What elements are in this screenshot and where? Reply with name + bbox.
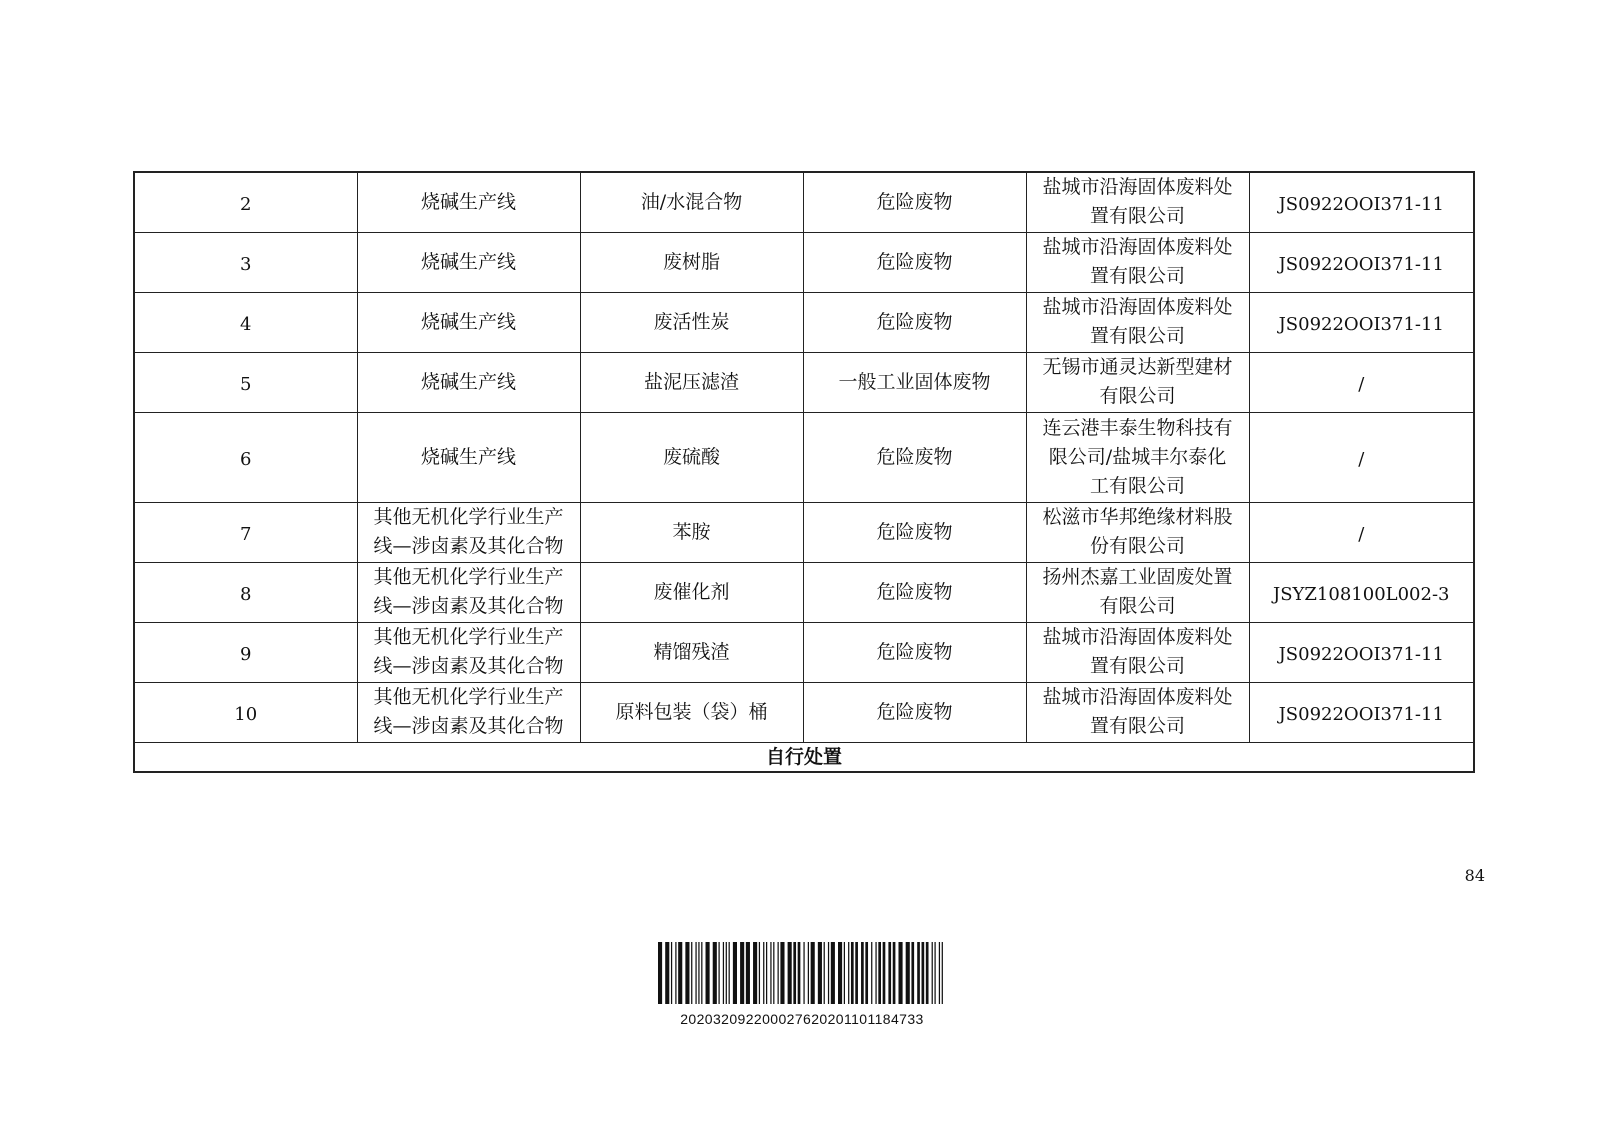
license-code-cell: / — [1249, 502, 1474, 562]
disposal-unit-cell-line: 盐城市沿海固体废料处 — [1042, 236, 1233, 258]
production-line-cell-line: 其他无机化学行业生产 — [373, 566, 564, 588]
disposal-unit-cell-line: 有限公司 — [1099, 595, 1176, 617]
disposal-unit-cell-line: 置有限公司 — [1089, 265, 1185, 287]
license-code-cell: / — [1249, 412, 1474, 502]
barcode-bar — [883, 942, 886, 1004]
disposal-unit-cell-line: 有限公司 — [1099, 385, 1176, 407]
page-number: 84 — [1464, 866, 1485, 885]
barcode-bar — [773, 942, 774, 1004]
barcode-bar — [828, 942, 829, 1004]
table-row — [134, 292, 1474, 352]
barcode-bar — [763, 942, 764, 1004]
barcode-bar — [698, 942, 699, 1004]
production-line-cell-line: 其他无机化学行业生产 — [373, 686, 564, 708]
disposal-unit-cell — [1026, 232, 1249, 292]
license-code-cell: JS0922OOI371-11 — [1249, 172, 1474, 232]
barcode-bar — [701, 942, 702, 1004]
barcode-bar — [848, 942, 849, 1004]
production-line-cell-line: 线—涉卤素及其化合物 — [373, 535, 564, 557]
barcode-bar — [770, 942, 771, 1004]
disposal-unit-cell-line: 份有限公司 — [1089, 535, 1185, 557]
waste-name-cell: 油/水混合物 — [580, 172, 803, 232]
production-line-cell-line: 其他无机化学行业生产 — [373, 626, 564, 648]
production-line-cell — [357, 682, 580, 742]
disposal-unit-cell — [1026, 412, 1249, 502]
barcode-bar — [939, 942, 940, 1004]
table-row — [134, 682, 1474, 742]
barcode-bar — [788, 942, 792, 1004]
license-code-cell: JS0922OOI371-11 — [1249, 292, 1474, 352]
barcode-bar — [713, 942, 717, 1004]
barcode-bar — [691, 942, 692, 1004]
row-number: 4 — [134, 292, 357, 352]
self-disposal-label: 自行处置 — [134, 742, 1474, 772]
disposal-unit-cell-line: 置有限公司 — [1089, 715, 1185, 737]
barcode-bar — [824, 942, 825, 1004]
production-line-cell — [357, 172, 580, 232]
table-row — [134, 502, 1474, 562]
disposal-unit-cell-line: 置有限公司 — [1089, 325, 1185, 347]
barcode-bar — [706, 942, 710, 1004]
footer-row — [134, 742, 1474, 772]
production-line-cell — [357, 562, 580, 622]
production-line-cell-line: 线—涉卤素及其化合物 — [373, 595, 564, 617]
barcode-bar — [808, 942, 809, 1004]
production-line-cell-line: 其他无机化学行业生产 — [373, 506, 564, 528]
barcode-bar — [932, 942, 933, 1004]
barcode-bar — [831, 942, 835, 1004]
barcode-bar — [803, 942, 804, 1004]
waste-name-cell: 原料包装（袋）桶 — [580, 682, 803, 742]
waste-name-cell: 废活性炭 — [580, 292, 803, 352]
barcode-bar — [917, 942, 920, 1004]
barcode-number: 202032092200027620201101184733 — [680, 1011, 924, 1027]
disposal-unit-cell-line: 盐城市沿海固体废料处 — [1042, 686, 1233, 708]
waste-name-cell: 废硫酸 — [580, 412, 803, 502]
barcode-bar — [678, 942, 682, 1004]
license-code-cell: JSYZ108100L002-3 — [1249, 562, 1474, 622]
barcode-bar — [838, 942, 842, 1004]
table-row — [134, 562, 1474, 622]
barcode-bar — [759, 942, 760, 1004]
production-line-cell — [357, 352, 580, 412]
license-code-cell: JS0922OOI371-11 — [1249, 682, 1474, 742]
barcode-bar — [893, 942, 896, 1004]
barcode-bar — [746, 942, 750, 1004]
production-line-cell — [357, 502, 580, 562]
barcode-bar — [906, 942, 910, 1004]
barcode-bar — [740, 942, 744, 1004]
license-code-cell: JS0922OOI371-11 — [1249, 622, 1474, 682]
disposal-unit-cell — [1026, 682, 1249, 742]
table-row — [134, 232, 1474, 292]
barcode-bar — [665, 942, 669, 1004]
barcode-bar — [875, 942, 876, 1004]
barcode-bar — [844, 942, 845, 1004]
disposal-unit-cell-line: 盐城市沿海固体废料处 — [1042, 626, 1233, 648]
waste-type-cell: 危险废物 — [803, 562, 1026, 622]
row-number: 2 — [134, 172, 357, 232]
barcode-bar — [718, 942, 719, 1004]
disposal-unit-cell — [1026, 292, 1249, 352]
barcode-image — [658, 942, 946, 1004]
barcode-bar — [798, 942, 801, 1004]
row-number: 10 — [134, 682, 357, 742]
barcode-bar — [818, 942, 822, 1004]
production-line-cell — [357, 292, 580, 352]
barcode-bar — [726, 942, 727, 1004]
barcode-bar — [934, 942, 935, 1004]
row-number: 7 — [134, 502, 357, 562]
waste-type-cell: 危险废物 — [803, 412, 1026, 502]
disposal-unit-cell-line: 连云港丰泰生物科技有 — [1042, 416, 1233, 439]
disposal-unit-cell — [1026, 622, 1249, 682]
waste-disposal-table — [133, 171, 1475, 773]
row-number: 6 — [134, 412, 357, 502]
barcode-bar — [780, 942, 784, 1004]
row-number: 5 — [134, 352, 357, 412]
waste-type-cell: 危险废物 — [803, 682, 1026, 742]
disposal-unit-cell — [1026, 172, 1249, 232]
waste-name-cell: 废树脂 — [580, 232, 803, 292]
barcode-bar — [675, 942, 676, 1004]
disposal-unit-cell-line: 无锡市通灵达新型建材 — [1042, 356, 1233, 378]
barcode-bar — [778, 942, 779, 1004]
barcode-bar — [671, 942, 672, 1004]
waste-name-cell: 废催化剂 — [580, 562, 803, 622]
production-line-cell-line: 烧碱生产线 — [420, 250, 516, 273]
barcode-bar — [871, 942, 872, 1004]
disposal-unit-cell — [1026, 562, 1249, 622]
disposal-unit-cell-line: 松滋市华邦绝缘材料股 — [1042, 506, 1233, 528]
barcode-bar — [855, 942, 858, 1004]
table-row — [134, 412, 1474, 502]
barcode-bar — [766, 942, 767, 1004]
production-line-cell-line: 烧碱生产线 — [420, 190, 516, 213]
row-number: 9 — [134, 622, 357, 682]
waste-name-cell: 盐泥压滤渣 — [580, 352, 803, 412]
production-line-cell-line: 线—涉卤素及其化合物 — [373, 715, 564, 737]
disposal-unit-cell-line: 置有限公司 — [1089, 205, 1185, 228]
disposal-unit-cell-line: 盐城市沿海固体废料处 — [1042, 176, 1233, 199]
production-line-cell-line: 烧碱生产线 — [420, 310, 516, 333]
barcode-bar — [911, 942, 914, 1004]
barcode-bar — [861, 942, 864, 1004]
disposal-unit-cell — [1026, 352, 1249, 412]
barcode-bar — [926, 942, 929, 1004]
license-code-cell: JS0922OOI371-11 — [1249, 232, 1474, 292]
barcode-bar — [685, 942, 689, 1004]
barcode-bar — [733, 942, 737, 1004]
table-row — [134, 352, 1474, 412]
waste-type-cell: 危险废物 — [803, 232, 1026, 292]
waste-type-cell: 危险废物 — [803, 622, 1026, 682]
table-row — [134, 622, 1474, 682]
disposal-unit-cell-line: 盐城市沿海固体废料处 — [1042, 296, 1233, 318]
barcode-bar — [878, 942, 881, 1004]
table-body — [134, 172, 1474, 742]
production-line-cell-line: 烧碱生产线 — [420, 370, 516, 393]
disposal-unit-cell-line: 置有限公司 — [1089, 655, 1185, 677]
barcode-bar — [942, 942, 943, 1004]
table-row — [134, 172, 1474, 232]
barcode-bar — [695, 942, 696, 1004]
waste-type-cell: 危险废物 — [803, 292, 1026, 352]
waste-name-cell: 苯胺 — [580, 502, 803, 562]
barcode-bar — [811, 942, 815, 1004]
barcode-bar — [865, 942, 868, 1004]
barcode-bar — [888, 942, 891, 1004]
barcode-bar — [851, 942, 854, 1004]
waste-type-cell: 危险废物 — [803, 172, 1026, 232]
production-line-cell — [357, 622, 580, 682]
license-code-cell: / — [1249, 352, 1474, 412]
waste-type-cell: 危险废物 — [803, 502, 1026, 562]
disposal-unit-cell-line: 扬州杰嘉工业固废处置 — [1042, 566, 1233, 588]
production-line-cell — [357, 412, 580, 502]
barcode-bar — [753, 942, 757, 1004]
row-number: 3 — [134, 232, 357, 292]
production-line-cell — [357, 232, 580, 292]
production-line-cell-line: 线—涉卤素及其化合物 — [373, 655, 564, 677]
waste-type-cell: 一般工业固体废物 — [803, 352, 1026, 412]
waste-name-cell: 精馏残渣 — [580, 622, 803, 682]
disposal-unit-cell-line: 工有限公司 — [1089, 474, 1185, 497]
barcode-bar — [723, 942, 724, 1004]
production-line-cell-line: 烧碱生产线 — [420, 445, 516, 468]
barcode-bar — [793, 942, 796, 1004]
barcode-bar — [729, 942, 730, 1004]
barcode-bar — [898, 942, 902, 1004]
barcode-bar — [658, 942, 662, 1004]
barcode-bar — [922, 942, 925, 1004]
row-number: 8 — [134, 562, 357, 622]
disposal-unit-cell — [1026, 502, 1249, 562]
disposal-unit-cell-line: 限公司/盐城丰尔泰化 — [1048, 445, 1227, 468]
